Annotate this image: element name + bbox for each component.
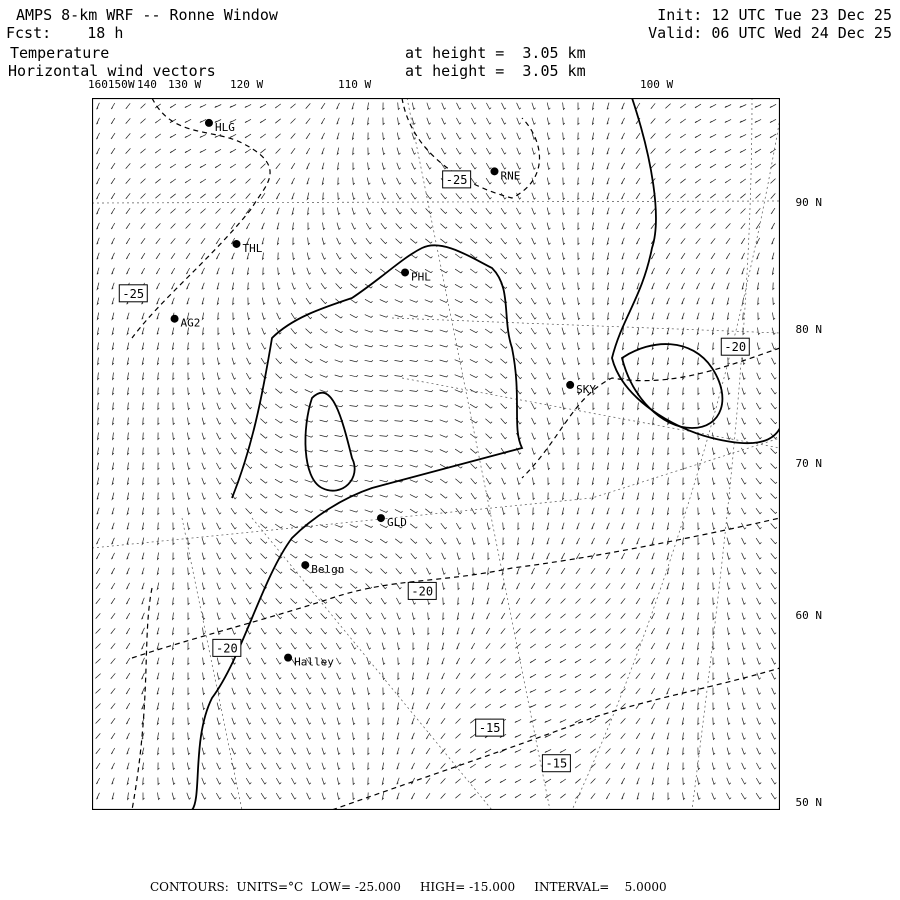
station-label-ag2: AG2 (180, 316, 201, 330)
contour-label-1 (119, 285, 147, 302)
lat-label-60n: 60 N (795, 609, 822, 622)
contour-label-text: -20 (411, 584, 434, 599)
contour-minus20-c (132, 588, 152, 810)
station-dot-halley (284, 654, 292, 662)
station-label-hlg: HLG (214, 120, 235, 134)
lat-label-50n: 50 N (795, 796, 822, 809)
contour-label-text: -25 (122, 286, 145, 301)
station-dot-thl (232, 240, 240, 248)
station-dot-belgn (301, 561, 309, 569)
contour-label-text: -20 (216, 641, 238, 656)
station-label-sky: SKY (576, 382, 597, 396)
contour-minus20-a (522, 348, 780, 478)
field-wind-vectors: Horizontal wind vectors (8, 62, 216, 80)
station-dot-ag2 (171, 315, 179, 323)
valid-time: Valid: 06 UTC Wed 24 Dec 25 (648, 24, 892, 42)
gridline-meridian-1 (407, 98, 550, 810)
contour-label-text: -15 (478, 721, 501, 736)
gridline-meridian-4 (92, 438, 780, 548)
forecast-hour: Fcst: 18 h (6, 24, 124, 42)
height-wind: at height = 3.05 km (405, 62, 586, 80)
contour-label-text: -20 (724, 340, 747, 355)
gridline-90n (92, 201, 780, 203)
lat-label-70n: 70 N (795, 457, 822, 470)
station-dot-rne (490, 167, 498, 175)
height-temperature: at height = 3.05 km (405, 44, 586, 62)
field-temperature: Temperature (10, 44, 110, 62)
gridline-meridian-3 (392, 318, 780, 333)
contour-label-6 (542, 755, 570, 772)
station-dot-gld (377, 514, 385, 522)
contour-minus25-a (132, 98, 270, 338)
map-title: AMPS 8-km WRF -- Ronne Window (16, 6, 278, 24)
gridline-meridian-6 (252, 518, 492, 810)
contour-label-0 (443, 171, 471, 188)
lat-label-80n: 80 N (795, 323, 822, 336)
station-label-halley: Halley (294, 655, 334, 669)
contour-label-text: -25 (445, 172, 468, 187)
lon-label-120w: 120 W (230, 78, 264, 91)
lon-label-160150: 160150 (88, 78, 128, 91)
lat-label-90n: 90 N (795, 196, 822, 209)
gridline-curve-1 (572, 118, 780, 810)
lon-label-100w: 100 W (640, 78, 674, 91)
station-dot-phl (401, 268, 409, 276)
peninsula-islands (622, 344, 722, 428)
station-label-rne: RNE (500, 169, 521, 183)
contour-label-3 (408, 582, 436, 599)
map-plot (92, 98, 780, 810)
station-dot-hlg (205, 119, 213, 127)
station-label-thl: THL (242, 241, 263, 255)
station-dot-sky (566, 381, 574, 389)
lat-lon-grid (92, 98, 780, 810)
lon-label-130w: 130 W (168, 78, 202, 91)
contour-label-5 (476, 719, 504, 736)
contour-label-2 (721, 338, 749, 355)
init-time: Init: 12 UTC Tue 23 Dec 25 (657, 6, 892, 24)
station-label-phl: PHL (411, 270, 431, 284)
lon-label-110w: 110 W (338, 78, 372, 91)
coastline (192, 98, 780, 810)
ronne-ice-shelf-edge (192, 245, 522, 810)
map-frame (93, 99, 780, 810)
station-label-gld: GLD (386, 516, 407, 530)
lon-label-extra-w: W (128, 78, 135, 91)
contour-label-text: -15 (545, 756, 568, 771)
contour-legend: CONTOURS: UNITS=°C LOW= -25.000 HIGH= -15.000 INTERVAL= 5.0000 (150, 880, 667, 894)
station-label-belgn: Belgn (311, 563, 345, 577)
lon-label-140: 140 (137, 78, 157, 91)
contour-label-4 (213, 639, 241, 656)
berkner-island (305, 393, 354, 491)
gridline-curve-2 (692, 98, 752, 810)
